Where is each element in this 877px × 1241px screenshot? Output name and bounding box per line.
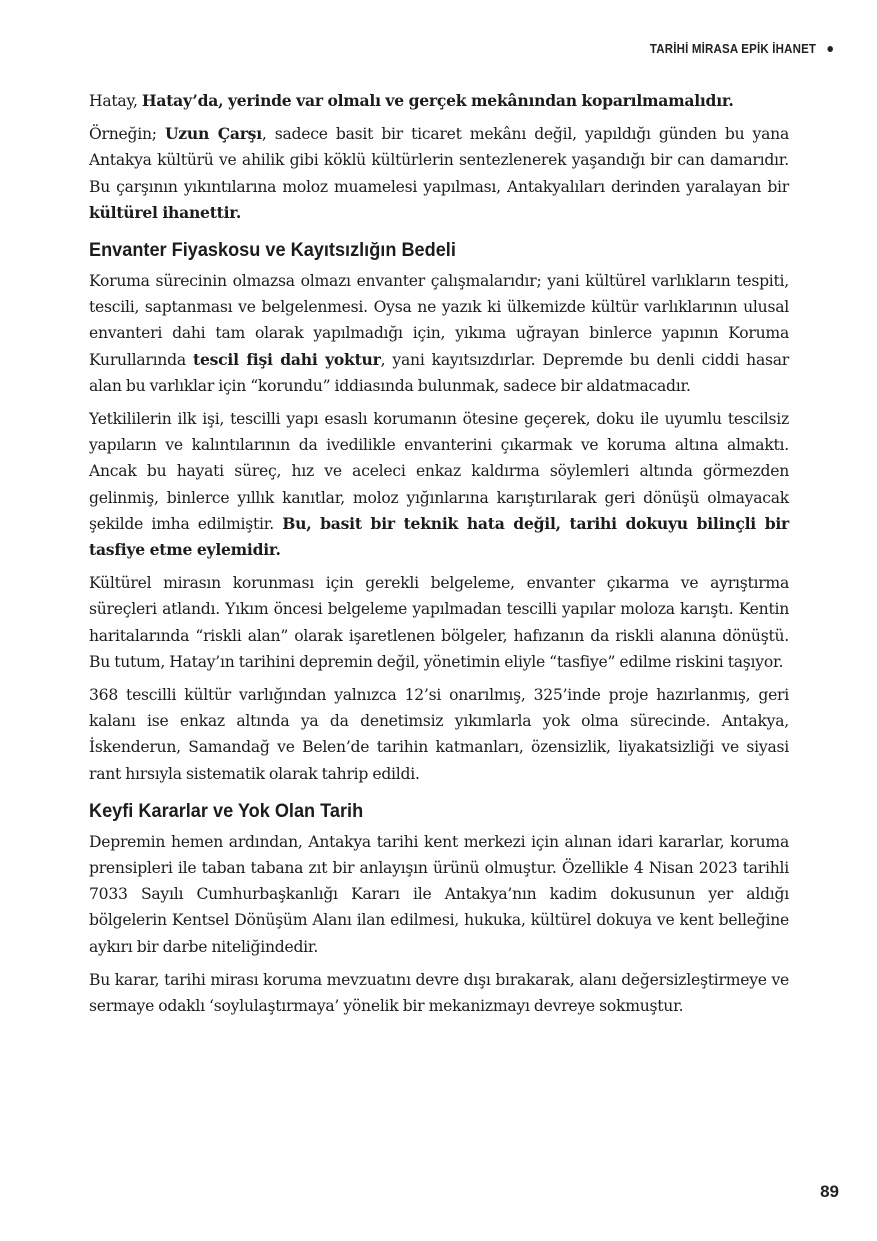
- paragraph-5: Kültürel mirasın korunması için gerekli belgeleme, envanter çıkarma ve ayrıştırma süreçleri atlandı. Yıkım öncesi belgeleme yapılmadan tescilli yapılar moloza karıştı. Kentin haritalarında “riskli alan” olarak işaretlenen bölgeler, hafızanın da riskli alanına dönüştü. Bu tutum, Hatay’ın tarihini depremin değil, yönetimin eliyle “tasfiye” edilme riskini taşıyor.: [89, 574, 789, 671]
- running-title: TARİHİ MİRASA EPİK İHANET: [650, 42, 817, 56]
- paragraph-2: Örneğin; Uzun Çarşı, sadece basit bir ticaret mekânı değil, yapıldığı günden bu yana Antakya kültürü ve ahilik gibi köklü kültürlerin sentezlenerek yaşandığı bir can damarıdır. Bu çarşının yıkıntılarına moloz muamelesi yapılması, Antakyalıları derinden yaralayan bir kültürel ihanettir.: [89, 124, 790, 222]
- paragraph-6: 368 tescilli kültür varlığından yalnızca 12’si onarılmış, 325’inde proje hazırlanmış, geri kalanı ise enkaz altında ya da denetimsiz yıkımlarla yok olma sürecinde. Antakya, İskenderun, Samandağ ve Belen’de tarihin katmanları, özensizlik, liyakatsizliği ve siyasi rant hırsıyla sistematik olarak tahrip edildi.: [89, 686, 789, 783]
- paragraph-3: Koruma sürecinin olmazsa olmazı envanter çalışmalarıdır; yani kültürel varlıkların tespiti, tescili, saptanması ve belgelenmesi. Oysa ne yazık ki ülkemizde kültür varlıklarının ulusal envanteri dahi tam olarak yapılmadığı için, yıkıma uğrayan binlerce yapının Koruma Kurullarında tescil fişi dahi yoktur, yani kayıtsızdırlar. Depremde bu denli ciddi hasar alan bu varlıklar için “korundu” iddiasında bulunmak, sadece bir aldatmacadır.: [89, 272, 790, 395]
- section-heading-inventory: Envanter Fiyaskosu ve Kayıtsızlığın Bedeli: [89, 239, 456, 262]
- running-header: [650, 42, 833, 56]
- body-text: [89, 88, 789, 1026]
- paragraph-4: Yetkililerin ilk işi, tescilli yapı esaslı korumanın ötesine geçerek, doku ile uyumlu tescilsiz yapıların ve kalıntılarının da ivedilikle envanterini çıkarmak ve koruma altına almaktı. Ancak bu hayati süreç, hız ve aceleci enkaz kaldırma söylemleri altında görmezden gelinmiş, binlerce yıllık kanıtlar, moloz yığınlarına karıştırılarak geri dönüşü olmayacak şekilde imha edilmiştir. Bu, basit bir teknik hata değil, tarihi dokuyu bilinçli bir tasfiye etme eylemidir.: [89, 410, 789, 560]
- paragraph-8: Bu karar, tarihi mirası koruma mevzuatını devre dışı bırakarak, alanı değersizleştirmeye ve sermaye odaklı ‘soylulaştırmaya’ yönelik bir mekanizmayı devreye sokmuştur.: [89, 970, 789, 1016]
- page-number: 89: [820, 1182, 839, 1201]
- bullet-dot-icon: [827, 46, 833, 52]
- paragraph-7: Depremin hemen ardından, Antakya tarihi kent merkezi için alınan idari kararlar, koruma prensipleri ile taban tabana zıt bir anlayışın ürünü olmuştur. Özellikle 4 Nisan 2023 tarihli 7033 Sayılı Cumhurbaşkanlığı Kararı ile Antakya’nın kadim dokusunun yer aldığı bölgelerin Kentsel Dönüşüm Alanı ilan edilmesi, hukuka, kültürel dokuya ve kent belleğine aykırı bir darbe niteliğindedir.: [89, 832, 789, 956]
- paragraph-1: Hatay, Hatay’da, yerinde var olmalı ve gerçek mekânından koparılmamalıdır.: [89, 91, 734, 110]
- section-heading-decisions: Keyfi Kararlar ve Yok Olan Tarih: [89, 799, 364, 822]
